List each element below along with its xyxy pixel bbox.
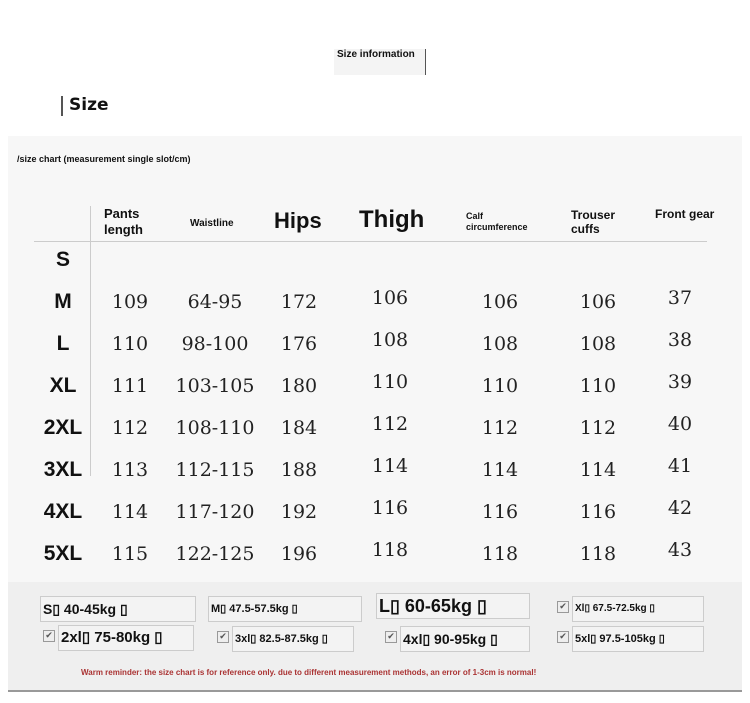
table-cell: 106: [481, 291, 519, 313]
size-label: 2XL: [43, 416, 83, 439]
column-header: Waistline: [190, 218, 234, 229]
size-label: S: [55, 248, 71, 271]
table-cell: 40: [667, 413, 693, 435]
table-cell: 37: [667, 287, 693, 309]
table-cell: 176: [280, 333, 318, 355]
table-cell: 116: [579, 501, 617, 523]
table-cell: 116: [371, 497, 409, 519]
size-label: 3XL: [43, 458, 83, 481]
column-header: Hips: [274, 208, 322, 233]
table-cell: 109: [111, 291, 149, 313]
table-cell: 118: [481, 543, 519, 565]
table-cell: 172: [280, 291, 318, 313]
table-cell: 188: [280, 459, 318, 481]
weight-range: M▯ 47.5-57.5kg ▯: [208, 596, 362, 622]
table-cell: 38: [667, 329, 693, 351]
size-information-badge: Size information: [334, 49, 426, 75]
table-cell: 112-115: [175, 459, 255, 481]
table-cell: 122-125: [175, 543, 255, 565]
column-header: Pants length: [104, 206, 143, 237]
table-cell: 114: [481, 459, 519, 481]
table-cell: 114: [371, 455, 409, 477]
table-cell: 112: [371, 413, 409, 435]
table-cell: 114: [111, 501, 149, 523]
weight-range: Xl▯ 67.5-72.5kg ▯: [572, 596, 704, 622]
table-cell: 118: [371, 539, 409, 561]
weight-range: 2xl▯ 75-80kg ▯: [58, 625, 194, 651]
table-cell: 41: [667, 455, 693, 477]
table-cell: 112: [111, 417, 149, 439]
table-cell: 180: [280, 375, 318, 397]
table-cell: 108: [579, 333, 617, 355]
table-cell: 103-105: [175, 375, 255, 397]
weight-range: S▯ 40-45kg ▯: [40, 596, 196, 622]
table-cell: 111: [111, 375, 149, 397]
checkbox[interactable]: ✔: [385, 631, 397, 643]
size-label: 4XL: [43, 500, 83, 523]
weight-range: L▯ 60-65kg ▯: [376, 593, 530, 619]
table-cell: 106: [371, 287, 409, 309]
header-divider: [34, 241, 707, 242]
size-column-divider: [90, 206, 91, 476]
column-header: Front gear: [655, 207, 715, 221]
size-label: L: [56, 332, 70, 355]
table-cell: 108-110: [175, 417, 255, 439]
size-label: XL: [49, 374, 77, 397]
table-cell: 110: [579, 375, 617, 397]
warm-reminder: Warm reminder: the size chart is for reference only. due to different measurement methods, an error of 1-3cm is normal!: [81, 668, 537, 677]
table-cell: 42: [667, 497, 693, 519]
weight-range: 3xl▯ 82.5-87.5kg ▯: [232, 626, 354, 652]
checkbox[interactable]: ✔: [557, 631, 569, 643]
heading-accent-bar: [61, 96, 63, 116]
table-cell: 112: [481, 417, 519, 439]
table-cell: 184: [280, 417, 318, 439]
table-cell: 108: [371, 329, 409, 351]
table-cell: 64-95: [187, 291, 243, 313]
table-cell: 108: [481, 333, 519, 355]
size-label: 5XL: [43, 542, 83, 565]
table-cell: 192: [280, 501, 318, 523]
table-cell: 118: [579, 543, 617, 565]
column-header: Calf circumference: [466, 211, 528, 232]
column-header: Thigh: [359, 206, 425, 233]
checkbox[interactable]: ✔: [217, 631, 229, 643]
table-cell: 113: [111, 459, 149, 481]
table-cell: 196: [280, 543, 318, 565]
table-cell: 43: [667, 539, 693, 561]
checkbox[interactable]: ✔: [557, 601, 569, 613]
table-cell: 98-100: [181, 333, 249, 355]
table-cell: 116: [481, 501, 519, 523]
chart-subtitle: /size chart (measurement single slot/cm): [17, 154, 191, 164]
table-cell: 39: [667, 371, 693, 393]
column-header: Trouser cuffs: [571, 208, 616, 237]
section-heading: Size: [69, 95, 109, 115]
table-cell: 110: [371, 371, 409, 393]
table-cell: 114: [579, 459, 617, 481]
checkbox[interactable]: ✔: [43, 630, 55, 642]
table-cell: 110: [481, 375, 519, 397]
size-label: M: [54, 290, 72, 313]
table-cell: 117-120: [175, 501, 255, 523]
table-cell: 106: [579, 291, 617, 313]
weight-range: 5xl▯ 97.5-105kg ▯: [572, 626, 704, 652]
table-cell: 115: [111, 543, 149, 565]
table-cell: 110: [111, 333, 149, 355]
table-cell: 112: [579, 417, 617, 439]
weight-range: 4xl▯ 90-95kg ▯: [400, 626, 530, 652]
